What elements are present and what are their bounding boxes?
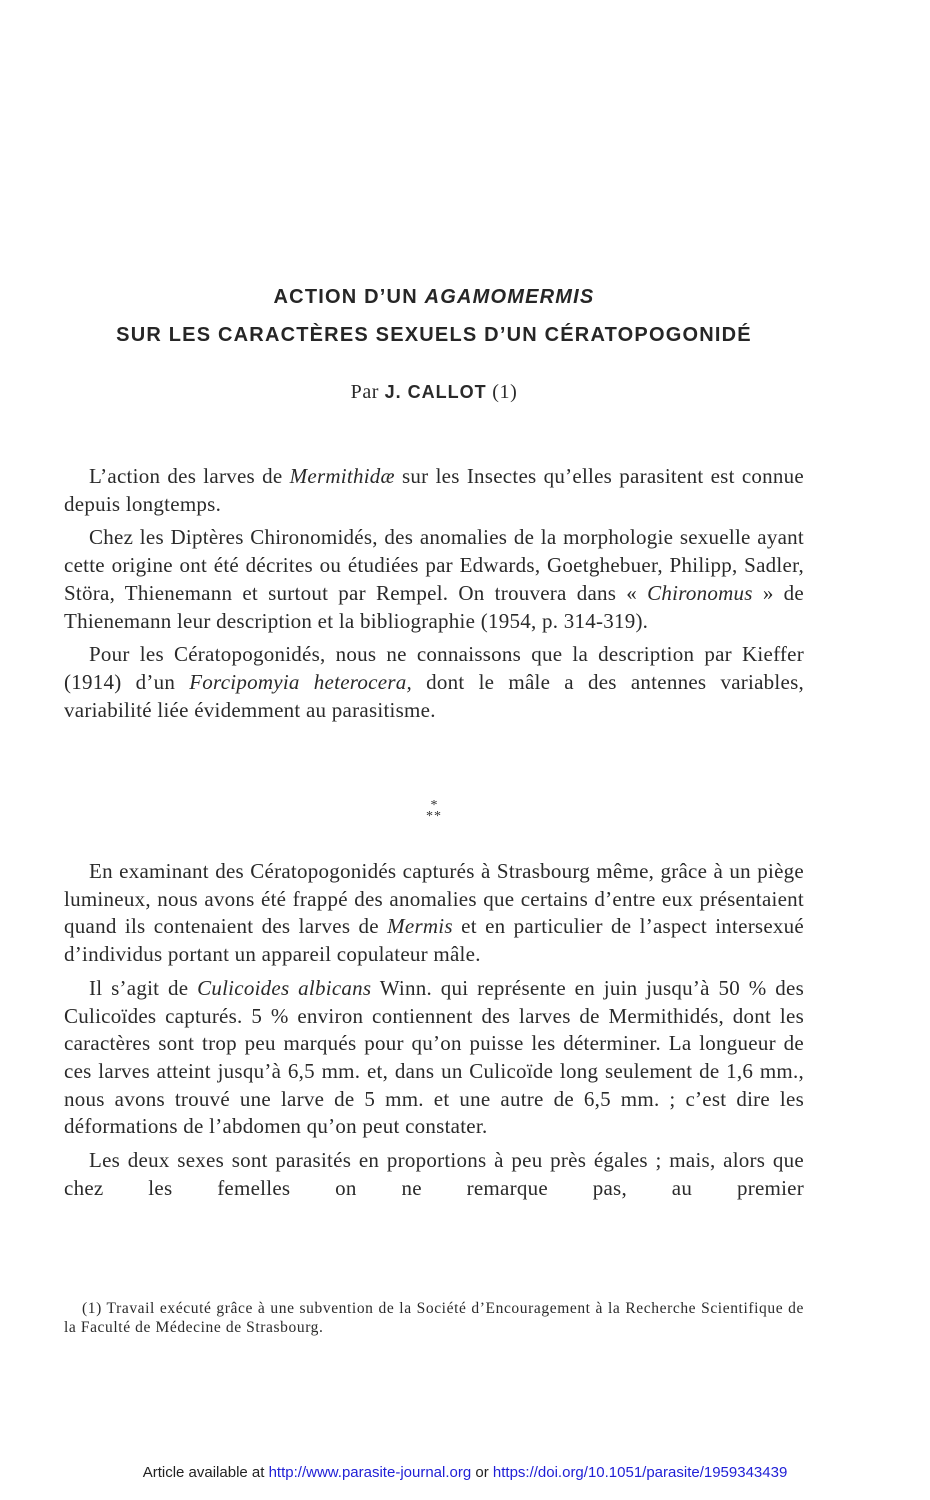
byline bbox=[64, 381, 804, 404]
paragraph: En examinant des Cératopogonidés capturés à Strasbourg même, grâce à un piège lumineux, nous avons été frappé des anomalies que certains d’entre eux présentaient quand ils contenaient des larves de Mermis et en particulier de l’aspect intersexué d’individus portant un appareil copulateur mâle. bbox=[64, 859, 804, 967]
asterism-top: * bbox=[430, 798, 438, 813]
title-prefix: ACTION D’UN bbox=[273, 286, 425, 308]
footnote-marker: (1) bbox=[486, 381, 518, 403]
body-section-intro bbox=[64, 463, 804, 730]
journal-link[interactable]: http://www.parasite-journal.org bbox=[268, 1464, 472, 1481]
article-page bbox=[64, 0, 804, 1500]
byline-prefix: Par bbox=[350, 381, 385, 403]
article-title-line1 bbox=[64, 286, 804, 309]
asterism-bottom: ** bbox=[426, 809, 442, 824]
availability-notice: Article available at http://www.parasite-journal.org or https://doi.org/10.1051/parasite/1959343439 bbox=[142, 1464, 788, 1481]
body-section-observations bbox=[64, 858, 804, 1208]
article-title-line2: SUR LES CARACTÈRES SEXUELS D’UN CÉRATOPOGONIDÉ bbox=[116, 324, 752, 346]
asterism-separator bbox=[64, 800, 804, 822]
footnote-text: (1) Travail exécuté grâce à une subvention de la Société d’Encouragement à la Recherche Scientifique de la Faculté de Médecine de Strasbourg. bbox=[64, 1300, 804, 1336]
paragraph: Les deux sexes sont parasités en proportions à peu près égales ; mais, alors que chez les femelles on ne remarque pas, au premier bbox=[64, 1148, 804, 1200]
doi-link[interactable]: https://doi.org/10.1051/parasite/1959343439 bbox=[492, 1464, 788, 1481]
paragraph: L’action des larves de Mermithidæ sur les Insectes qu’elles parasitent est connue depuis longtemps. bbox=[64, 464, 804, 516]
paragraph: Il s’agit de Culicoides albicans Winn. qui représente en juin jusqu’à 50 % des Culicoïdes capturés. 5 % environ contiennent des larves de Mermithidés, dont les caractères sont trop peu marqués pour qu’on puisse les déterminer. La longueur de ces larves atteint jusqu’à 6,5 mm. et, dans un Culicoïde long seulement de 1,6 mm., nous avons trouvé une larve de 5 mm. et une autre de 6,5 mm. ; c’est dire les déformations de l’abdomen qu’on peut constater. bbox=[64, 975, 804, 1139]
paragraph: Chez les Diptères Chironomidés, des anomalies de la morphologie sexuelle ayant cette origine ont été décrites ou étudiées par Edwards, Goetghebuer, Philipp, Sadler, Störa, Thienemann et surtout par Rempel. On trouvera dans « Chironomus » de Thienemann leur description et la bibliographie (1954, p. 314-319). bbox=[64, 525, 804, 633]
author-name: J. CALLOT bbox=[384, 382, 487, 402]
title-genus: AGAMOMERMIS bbox=[424, 286, 595, 308]
footnote bbox=[64, 1299, 804, 1337]
paragraph: Pour les Cératopogonidés, nous ne connaissons que la description par Kieffer (1914) d’un Forcipomyia heterocera, dont le mâle a des antennes variables, variabilité liée évidemment au parasitisme. bbox=[64, 642, 804, 722]
